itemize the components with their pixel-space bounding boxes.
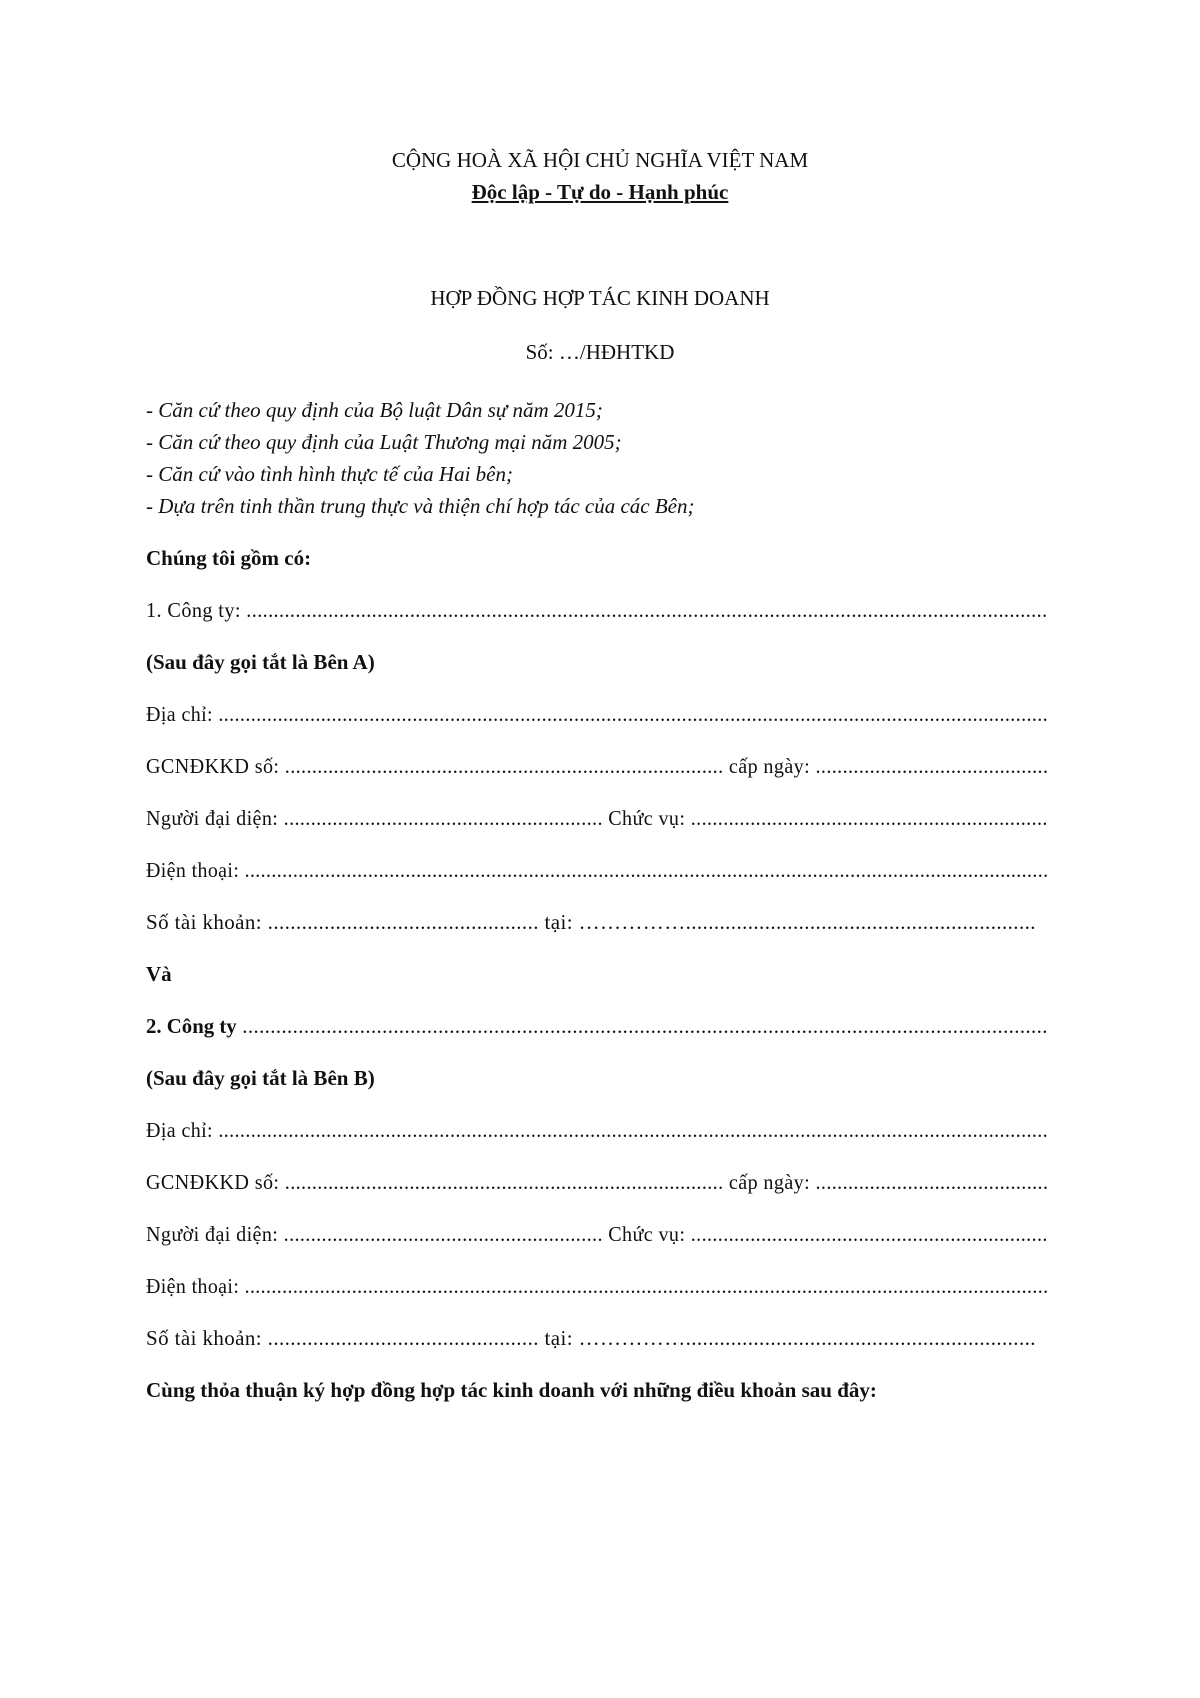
party-a-representative-field: Người đại diện: ........................................................... Chức vụ: .................................................................. xyxy=(146,806,1048,830)
agreement-statement: Cùng thỏa thuận ký hợp đồng hợp tác kinh doanh với những điều khoản sau đây: xyxy=(146,1378,877,1402)
party-a-address-field: Địa chỉ: .......................................................................................................................................................... xyxy=(146,702,1049,726)
parties-intro: Chúng tôi gồm có: xyxy=(146,546,312,570)
party-b-phone-field: Điện thoại: ...................................................................................................................................................... xyxy=(146,1274,1049,1298)
party-b-address-field: Địa chỉ: .......................................................................................................................................................... xyxy=(146,1118,1049,1142)
party-b-company-dots: ................................................................................................................................................ xyxy=(236,1014,1048,1038)
party-a-phone-field: Điện thoại: ...................................................................................................................................................... xyxy=(146,858,1049,882)
basis-line: - Căn cứ theo quy định của Bộ luật Dân sự năm 2015; xyxy=(146,398,603,422)
party-b-registration-field: GCNĐKKD số: ................................................................................. cấp ngày: ........................................... xyxy=(146,1170,1049,1194)
party-a-alias: (Sau đây gọi tắt là Bên A) xyxy=(146,650,375,674)
motto: Độc lập - Tự do - Hạnh phúc xyxy=(471,180,729,204)
basis-line: - Dựa trên tinh thần trung thực và thiện chí hợp tác của các Bên; xyxy=(146,494,695,518)
party-b-account-field: Số tài khoản: ................................................ tại: …………….............................................................. xyxy=(146,1326,1036,1350)
and-label: Và xyxy=(146,962,172,986)
party-b-alias: (Sau đây gọi tắt là Bên B) xyxy=(146,1066,375,1090)
party-b-company-label: 2. Công ty xyxy=(146,1014,237,1038)
basis-line: - Căn cứ theo quy định của Luật Thương mại năm 2005; xyxy=(146,430,622,454)
party-b-company-field xyxy=(146,1013,1048,1039)
party-a-account-field: Số tài khoản: ................................................ tại: …………….............................................................. xyxy=(146,910,1036,934)
nation-heading: CỘNG HOÀ XÃ HỘI CHỦ NGHĨA VIỆT NAM xyxy=(391,148,809,172)
basis-line: - Căn cứ vào tình hình thực tế của Hai bên; xyxy=(146,462,513,486)
contract-number: Số: …/HĐHTKD xyxy=(525,340,675,364)
party-a-company-field: 1. Công ty: ................................................................................................................................................... xyxy=(146,598,1048,622)
party-b-representative-field: Người đại diện: ........................................................... Chức vụ: .................................................................. xyxy=(146,1222,1048,1246)
contract-title: HỢP ĐỒNG HỢP TÁC KINH DOANH xyxy=(430,286,770,310)
party-a-registration-field: GCNĐKKD số: ................................................................................. cấp ngày: ........................................... xyxy=(146,754,1049,778)
